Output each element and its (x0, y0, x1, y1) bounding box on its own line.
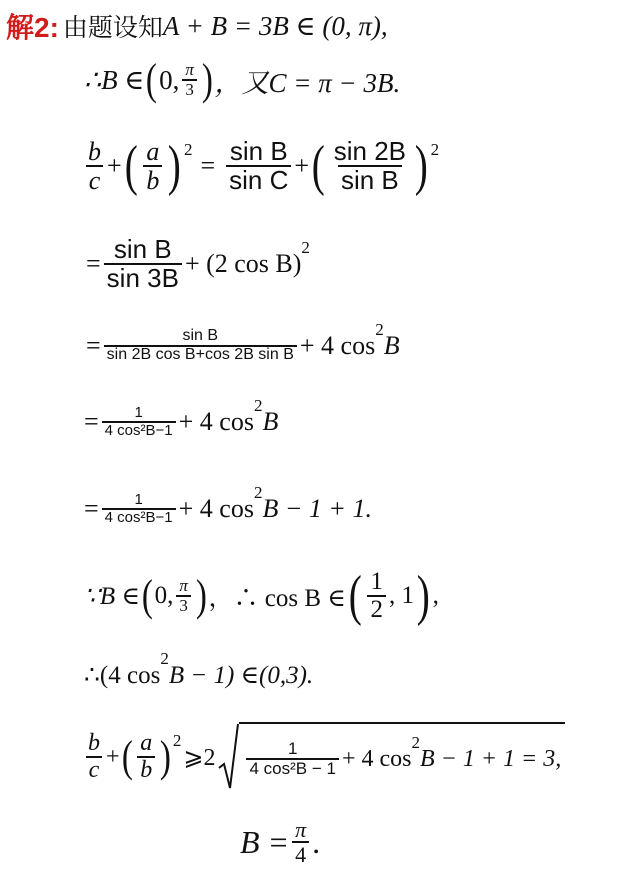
right-paren: ) (201, 55, 213, 104)
left-paren: ( (146, 55, 158, 104)
right-paren: ) (416, 565, 430, 627)
fraction-a-over-b (137, 731, 155, 783)
frac-den: 4 cos²B−1 (102, 421, 176, 439)
exponent: 2 (172, 731, 182, 750)
frac-num: 1 (134, 491, 143, 508)
equals: = (84, 406, 99, 436)
right-paren: ) (160, 732, 172, 781)
left-paren: ( (121, 732, 133, 781)
line-10-tail: B − 1 + 1 = 3, (419, 745, 562, 772)
frac-num: a (140, 729, 153, 756)
fraction-one-over-cos (102, 492, 176, 526)
frac-den: b (143, 165, 162, 194)
frac-num: π (179, 576, 188, 596)
line-11 (240, 818, 320, 866)
left-paren: ( (124, 135, 138, 198)
fraction-one-half (367, 569, 386, 624)
line-8-a: ∵B ∈ (84, 583, 140, 610)
square-root (217, 722, 565, 792)
line-2-e: ，又C = π − 3B. (214, 67, 401, 98)
line-6-rest: + 4 cos (178, 406, 254, 436)
frac-num: sin 2B (333, 136, 406, 166)
radicand (239, 722, 565, 792)
radical-sign-icon (217, 722, 239, 792)
line-9-a: ∴(4 cos (84, 662, 161, 689)
line-7-rest: + 4 cos (178, 493, 254, 523)
equals: = (84, 493, 99, 523)
line-8-e: , (432, 582, 439, 609)
final-dot: . (312, 823, 321, 860)
left-paren: ( (311, 135, 325, 198)
frac-den: sin C (226, 165, 291, 194)
fraction-one-over-cos (246, 740, 338, 778)
exponent: 2 (253, 482, 263, 502)
line-8 (84, 565, 439, 627)
line-4 (86, 236, 310, 293)
right-paren: ) (168, 135, 182, 198)
exponent: 2 (253, 395, 263, 415)
right-paren: ) (195, 571, 207, 620)
right-paren: ) (414, 135, 428, 198)
frac-den: sin 3B (104, 263, 182, 292)
frac-num: sin B (229, 136, 288, 166)
exponent: 2 (430, 140, 440, 160)
equals: = (86, 249, 101, 279)
fraction-pi-over-4 (292, 818, 309, 866)
left-paren: ( (348, 565, 362, 627)
frac-num: π (295, 817, 307, 842)
fraction-one-over-cos (102, 405, 176, 439)
fraction-sinB-over-sinC (226, 138, 291, 195)
line-2-a: ∴B ∈ (84, 64, 145, 95)
line-8-c: ，∴ cos B ∈ (208, 585, 346, 612)
frac-den: sin B (338, 165, 402, 194)
frac-num: 1 (287, 739, 298, 759)
line-6 (84, 395, 279, 439)
line-2 (84, 55, 401, 104)
line-8-b: 0, (154, 582, 174, 609)
line-5 (86, 319, 400, 364)
line-8-d: , 1 (388, 582, 414, 609)
frac-den: b (137, 756, 155, 783)
frac-den: c (86, 165, 104, 194)
frac-den: 4 (292, 841, 309, 866)
fraction-pi-over-3 (182, 61, 197, 99)
line-7 (84, 482, 372, 526)
final-lhs: B = (240, 823, 290, 860)
fraction-denominator: 3 (182, 79, 197, 99)
equals: = (86, 330, 101, 360)
line-6-tail: B (262, 406, 279, 436)
line-9-b: B − 1) ∈(0,3). (168, 662, 314, 689)
line-10-rest: + 4 cos (341, 745, 412, 772)
line-4-rest: + (2 cos B) (184, 249, 302, 279)
fraction-b-over-c (85, 731, 103, 783)
line-9 (84, 649, 314, 690)
line-5-rest: + 4 cos (299, 330, 376, 360)
solution-label: 解2: (6, 12, 59, 43)
line-1-text: A + B = 3B ∈ (0, π), (162, 10, 388, 41)
frac-den: 4 cos²B − 1 (246, 758, 338, 778)
intro-text: 由题设知 (62, 15, 163, 42)
frac-den: sin 2B cos B+cos 2B sin B (104, 345, 297, 364)
exponent: 2 (301, 238, 310, 258)
frac-den: 4 cos²B−1 (102, 508, 176, 526)
line-5-tail: B (383, 330, 400, 360)
fraction-sin2B-over-sinB (331, 138, 409, 195)
left-paren: ( (141, 571, 153, 620)
frac-num: 1 (134, 404, 143, 421)
exponent: 2 (411, 733, 420, 752)
fraction-sinB-over-sin3B (104, 236, 182, 293)
exponent: 2 (183, 140, 193, 160)
frac-num: b (88, 137, 101, 166)
frac-num: sin B (182, 327, 219, 344)
fraction-numerator: π (185, 60, 194, 80)
frac-den: 2 (367, 595, 386, 623)
frac-num: a (146, 137, 160, 166)
exponent: 2 (160, 649, 169, 668)
frac-den: 3 (176, 595, 191, 615)
line-3: $\frac{b}{c}$ + ( $\frac{a}{b}$ ) 2 = $\frac{\text{sin B}}{\text{sin C}}$ + ( $\frac{\sin 2B}{\text{sin B}}$ ) 2 (82, 138, 439, 195)
line-7-tail: B − 1 + 1. (262, 493, 372, 523)
frac-num: sin B (113, 234, 172, 264)
geq-2: ⩾2 (183, 744, 216, 771)
frac-den: c (86, 756, 103, 783)
exponent: 2 (375, 319, 384, 339)
line-2-b: 0, (159, 64, 180, 95)
frac-num: 1 (370, 567, 383, 595)
fraction-a-over-b (143, 138, 162, 195)
fraction-pi-over-3 (176, 577, 191, 615)
frac-num: b (88, 729, 100, 756)
fraction-expanded (104, 328, 297, 364)
line-1 (6, 6, 388, 46)
fraction-b-over-c (85, 138, 104, 195)
line-10: $\frac{b}{c}$ + ( $\frac{a}{b}$ ) 2 ⩾2 $\frac{1}{\text{4 cos²B − 1}}$ + 4 cos 2 B − 1 + 1 = 3, (82, 722, 565, 792)
